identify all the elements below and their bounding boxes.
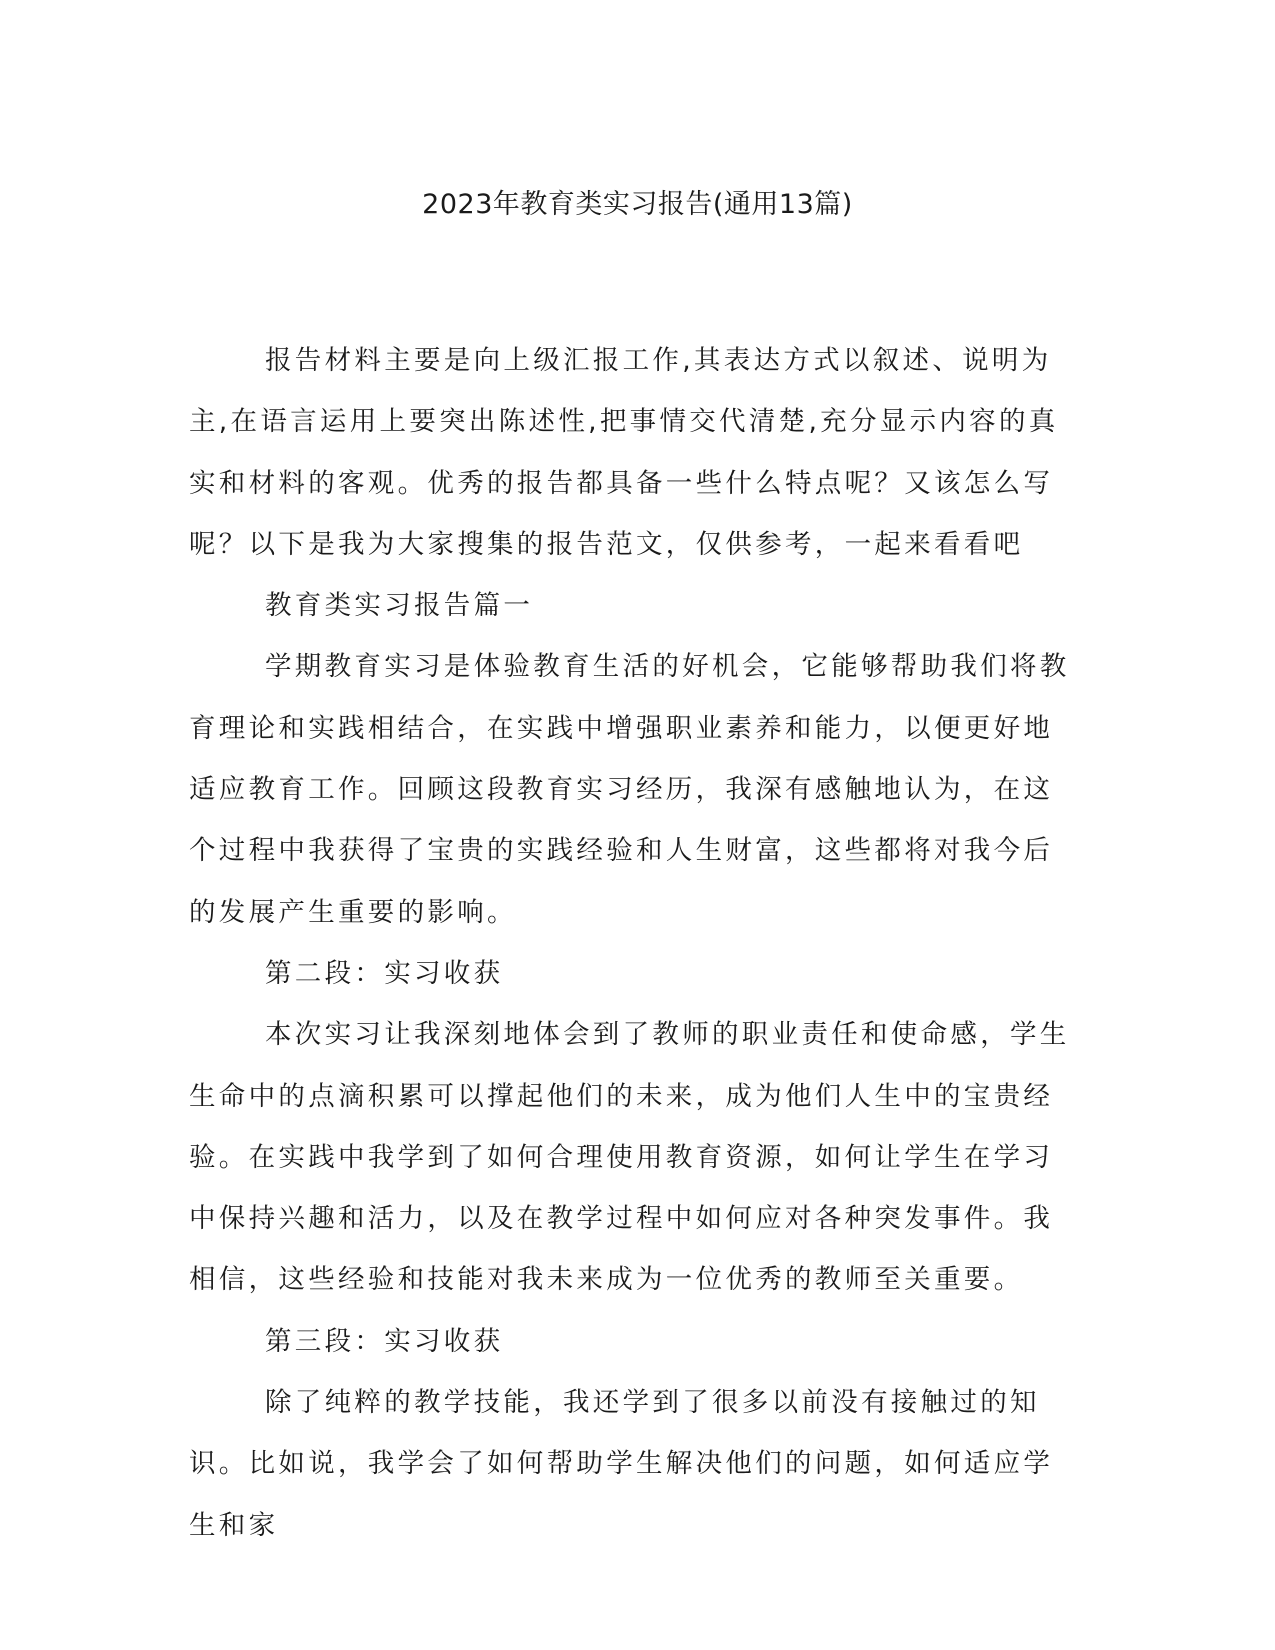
section-heading: 第二段：实习收获 bbox=[265, 957, 504, 989]
paragraph-intro: 报告材料主要是向上级汇报工作,其表达方式以叙述、说明为主,在语言运用上要突出陈述性,把事情交代清楚,充分显示内容的真实和材料的客观。优秀的报告都具备一些什么特点呢？又该怎么写呢？以下是我为大家搜集的报告范文，仅供参考，一起来看看吧 bbox=[189, 345, 1059, 560]
section-heading: 教育类实习报告篇一 bbox=[265, 590, 534, 622]
section-heading: 第三段：实习收获 bbox=[265, 1325, 504, 1357]
document-title: 2023年教育类实习报告(通用13篇) bbox=[422, 189, 853, 220]
document-body bbox=[189, 330, 1079, 1556]
paragraph: 本次实习让我深刻地体会到了教师的职业责任和使命感，学生生命中的点滴积累可以撑起他们的未来，成为他们人生中的宝贵经验。在实践中我学到了如何合理使用教育资源，如何让学生在学习中保持兴趣和活力，以及在教学过程中如何应对各种突发事件。我相信，这些经验和技能对我未来成为一位优秀的教师至关重要。 bbox=[189, 1019, 1070, 1296]
paragraph: 学期教育实习是体验教育生活的好机会，它能够帮助我们将教育理论和实践相结合，在实践中增强职业素养和能力，以便更好地适应教育工作。回顾这段教育实习经历，我深有感触地认为，在这个过程中我获得了宝贵的实践经验和人生财富，这些都将对我今后的发展产生重要的影响。 bbox=[189, 651, 1070, 928]
paragraph: 除了纯粹的教学技能，我还学到了很多以前没有接触过的知识。比如说，我学会了如何帮助学生解决他们的问题，如何适应学生和家 bbox=[189, 1387, 1054, 1541]
